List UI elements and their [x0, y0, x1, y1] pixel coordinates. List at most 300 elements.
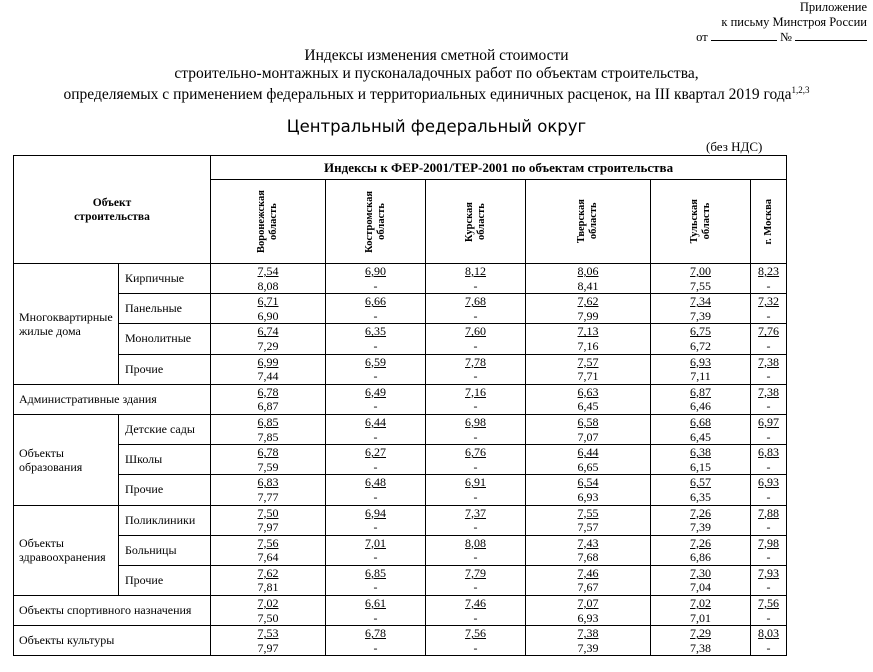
index-value-top: 6,57	[690, 475, 712, 490]
index-cell	[426, 445, 526, 475]
index-value-bottom: 7,68	[577, 550, 599, 565]
index-cell	[526, 354, 651, 384]
index-cell	[751, 565, 787, 595]
index-value-bottom: -	[473, 640, 478, 655]
index-cell	[326, 626, 426, 656]
table-row	[14, 505, 787, 535]
index-value-bottom: 6,15	[690, 459, 712, 474]
index-value-bottom: -	[766, 580, 771, 595]
index-value-top: 6,93	[758, 475, 780, 490]
object-group	[14, 505, 119, 596]
index-cell	[526, 294, 651, 324]
index-value-bottom: 7,85	[257, 429, 279, 444]
index-value-bottom: -	[766, 640, 771, 655]
table-row	[14, 354, 787, 384]
index-value-top: 7,46	[577, 565, 599, 580]
object-subtype: Монолитные	[119, 324, 211, 354]
index-value-top: 6,61	[365, 596, 387, 611]
index-cell	[326, 565, 426, 595]
index-cell	[211, 475, 326, 505]
index-cell	[326, 264, 426, 294]
index-value-top: 6,44	[577, 445, 599, 460]
title-line3	[0, 82, 873, 104]
index-value-bottom: -	[766, 308, 771, 323]
index-value-bottom: 7,64	[257, 550, 279, 565]
index-cell	[751, 264, 787, 294]
table-row	[14, 384, 787, 414]
index-value-top: 7,30	[690, 565, 712, 580]
index-cell	[651, 264, 751, 294]
object-group-line: Многоквартирные	[19, 309, 113, 324]
index-value-bottom: -	[373, 399, 378, 414]
index-value-bottom: 6,90	[257, 308, 279, 323]
index-value-top: 6,78	[257, 384, 279, 399]
index-value-bottom: -	[473, 338, 478, 353]
index-cell	[651, 294, 751, 324]
index-value-bottom: 6,46	[690, 399, 712, 414]
index-cell	[426, 475, 526, 505]
object-subtype: Панельные	[119, 294, 211, 324]
appendix-block	[696, 0, 867, 45]
index-value-bottom: 8,41	[577, 278, 599, 293]
index-value-top: 7,50	[257, 505, 279, 520]
index-cell	[751, 384, 787, 414]
index-value-bottom: 7,71	[577, 369, 599, 384]
table-row	[14, 414, 787, 444]
index-value-top: 7,38	[758, 354, 780, 369]
index-cell	[526, 384, 651, 414]
district-title: Центральный федеральный округ	[286, 117, 587, 136]
index-cell	[426, 414, 526, 444]
index-cell	[526, 414, 651, 444]
index-cell	[751, 324, 787, 354]
indices-table	[13, 155, 787, 656]
region-name: г. Москва	[762, 198, 774, 245]
index-value-top: 6,97	[758, 414, 780, 429]
table-row	[14, 264, 787, 294]
index-value-bottom: 7,55	[690, 278, 712, 293]
index-cell	[751, 626, 787, 656]
index-value-bottom: -	[766, 338, 771, 353]
table-row	[14, 596, 787, 626]
object-group-line: образования	[19, 459, 83, 474]
title-line3-text: определяемых с применением федеральных и территориальных единичных расценок, на III квартал 2019 года	[63, 86, 792, 104]
object-subtype: Прочие	[119, 354, 211, 384]
index-value-top: 6,74	[257, 324, 279, 339]
index-value-bottom: -	[373, 580, 378, 595]
index-cell	[211, 324, 326, 354]
table-row	[14, 475, 787, 505]
table-row	[14, 535, 787, 565]
index-value-top: 6,71	[257, 294, 279, 309]
table-row	[14, 626, 787, 656]
object-group-line: Объекты	[19, 445, 64, 460]
title-footnote-marks: 1,2,3	[791, 85, 810, 95]
index-value-bottom: -	[473, 399, 478, 414]
region-header	[211, 180, 326, 264]
index-value-bottom: 7,07	[577, 429, 599, 444]
index-value-top: 7,98	[758, 535, 780, 550]
index-cell	[426, 596, 526, 626]
index-value-bottom: -	[473, 580, 478, 595]
appendix-line2: к письму Минстроя России	[721, 14, 867, 29]
index-value-bottom: 7,39	[577, 640, 599, 655]
index-cell	[426, 384, 526, 414]
index-cell	[751, 445, 787, 475]
index-cell	[211, 294, 326, 324]
index-cell	[751, 505, 787, 535]
index-cell	[211, 596, 326, 626]
index-value-bottom: 7,39	[690, 308, 712, 323]
index-value-top: 6,90	[365, 264, 387, 278]
index-value-top: 7,56	[758, 596, 780, 611]
index-value-top: 7,56	[257, 535, 279, 550]
index-cell	[426, 626, 526, 656]
index-value-bottom: 6,86	[690, 550, 712, 565]
index-value-top: 7,32	[758, 294, 780, 309]
index-value-top: 6,38	[690, 445, 712, 460]
index-value-bottom: -	[766, 489, 771, 504]
index-value-top: 7,93	[758, 565, 780, 580]
object-group	[14, 264, 119, 385]
index-value-top: 6,44	[365, 414, 387, 429]
index-value-bottom: -	[373, 369, 378, 384]
region-name: Тверская область	[576, 199, 600, 244]
index-value-top: 7,62	[577, 294, 599, 309]
index-value-top: 6,99	[257, 354, 279, 369]
index-value-bottom: -	[473, 550, 478, 565]
index-cell	[526, 445, 651, 475]
index-value-bottom: -	[373, 429, 378, 444]
object-group-line: здравоохранения	[19, 550, 106, 565]
index-value-bottom: -	[766, 459, 771, 474]
index-cell	[651, 565, 751, 595]
index-value-top: 6,93	[690, 354, 712, 369]
object-header	[14, 156, 211, 264]
index-value-bottom: 6,65	[577, 459, 599, 474]
appendix-no-label: №	[779, 30, 792, 44]
index-cell	[651, 475, 751, 505]
index-value-top: 7,68	[465, 294, 487, 309]
index-value-bottom: 7,01	[690, 610, 712, 625]
index-cell	[651, 505, 751, 535]
date-blank	[711, 29, 777, 41]
index-cell	[426, 294, 526, 324]
index-cell	[326, 445, 426, 475]
index-value-top: 7,78	[465, 354, 487, 369]
object-subtype: Поликлиники	[119, 505, 211, 535]
index-value-top: 6,85	[257, 414, 279, 429]
index-value-bottom: 7,97	[257, 520, 279, 535]
object-group-line: жилые дома	[19, 323, 81, 338]
index-cell	[426, 354, 526, 384]
index-value-top: 6,35	[365, 324, 387, 339]
index-cell	[326, 505, 426, 535]
index-cell	[326, 384, 426, 414]
index-cell	[751, 294, 787, 324]
index-value-bottom: 7,99	[577, 308, 599, 323]
index-value-bottom: 7,38	[690, 640, 712, 655]
index-value-top: 6,49	[365, 384, 387, 399]
region-name: Воронежская область	[256, 190, 280, 253]
index-value-top: 7,34	[690, 294, 712, 309]
index-value-top: 6,91	[465, 475, 487, 490]
index-value-bottom: -	[473, 610, 478, 625]
index-value-top: 6,98	[465, 414, 487, 429]
index-cell	[651, 626, 751, 656]
index-value-top: 7,38	[758, 384, 780, 399]
region-header	[526, 180, 651, 264]
table-row	[14, 445, 787, 475]
index-cell	[526, 324, 651, 354]
index-value-bottom: -	[766, 520, 771, 535]
index-cell	[526, 626, 651, 656]
index-value-bottom: -	[373, 610, 378, 625]
object-group: Объекты спортивного назначения	[14, 596, 211, 626]
index-value-bottom: -	[373, 489, 378, 504]
index-cell	[651, 535, 751, 565]
index-value-top: 7,60	[465, 324, 487, 339]
index-cell	[211, 264, 326, 294]
index-cell	[211, 445, 326, 475]
index-value-top: 7,38	[577, 626, 599, 641]
index-value-bottom: -	[473, 459, 478, 474]
index-value-top: 6,78	[257, 445, 279, 460]
object-subtype: Больницы	[119, 535, 211, 565]
index-cell	[651, 354, 751, 384]
index-value-bottom: 7,11	[690, 369, 711, 384]
number-blank	[795, 29, 867, 41]
index-value-bottom: -	[473, 369, 478, 384]
index-value-bottom: 6,45	[690, 429, 712, 444]
index-cell	[326, 475, 426, 505]
index-cell	[211, 505, 326, 535]
header-row	[14, 156, 787, 180]
index-value-bottom: 7,57	[577, 520, 599, 535]
index-value-top: 7,01	[365, 535, 387, 550]
index-value-bottom: 6,45	[577, 399, 599, 414]
index-cell	[426, 324, 526, 354]
index-cell	[326, 294, 426, 324]
index-value-top: 7,76	[758, 324, 780, 339]
index-value-top: 7,43	[577, 535, 599, 550]
index-cell	[751, 354, 787, 384]
region-header	[426, 180, 526, 264]
object-header-line: Объект	[92, 196, 132, 209]
table-row	[14, 294, 787, 324]
index-value-bottom: -	[473, 489, 478, 504]
index-value-bottom: -	[373, 550, 378, 565]
index-value-bottom: 7,81	[257, 580, 279, 595]
index-cell	[526, 535, 651, 565]
index-value-bottom: -	[473, 278, 478, 293]
index-value-bottom: 7,39	[690, 520, 712, 535]
index-value-bottom: 7,97	[257, 640, 279, 655]
index-cell	[526, 596, 651, 626]
index-value-top: 6,76	[465, 445, 487, 460]
index-value-top: 7,26	[690, 535, 712, 550]
index-cell	[751, 475, 787, 505]
appendix-from-label: от	[696, 30, 708, 44]
object-header-line: строительства	[74, 210, 150, 223]
index-value-bottom: 7,67	[577, 580, 599, 595]
index-value-top: 6,58	[577, 414, 599, 429]
object-group: Объекты культуры	[14, 626, 211, 656]
index-value-top: 7,56	[465, 626, 487, 641]
region-name: Костромская область	[363, 190, 387, 253]
index-cell	[211, 414, 326, 444]
index-value-top: 7,46	[465, 596, 487, 611]
index-value-bottom: 6,35	[690, 489, 712, 504]
index-value-top: 7,55	[577, 505, 599, 520]
index-value-bottom: 7,04	[690, 580, 712, 595]
title-line2: строительно-монтажных и пусконаладочных работ по объектам строительства,	[174, 64, 699, 82]
index-value-bottom: -	[766, 278, 771, 293]
index-value-top: 6,59	[365, 354, 387, 369]
index-cell	[526, 475, 651, 505]
index-value-top: 8,23	[758, 264, 780, 278]
object-subtype: Прочие	[119, 475, 211, 505]
object-subtype: Прочие	[119, 565, 211, 595]
index-cell	[211, 626, 326, 656]
index-cell	[426, 505, 526, 535]
object-group	[14, 414, 119, 505]
appendix-line1: Приложение	[799, 0, 867, 14]
index-cell	[651, 414, 751, 444]
index-value-top: 7,37	[465, 505, 487, 520]
index-cell	[651, 384, 751, 414]
indices-header: Индексы к ФЕР-2001/ТЕР-2001 по объектам строительства	[211, 156, 787, 180]
index-value-bottom: -	[766, 369, 771, 384]
object-group-line: Объекты	[19, 536, 64, 551]
index-value-top: 6,83	[758, 445, 780, 460]
table-row	[14, 324, 787, 354]
object-subtype: Детские сады	[119, 414, 211, 444]
index-value-top: 7,79	[465, 565, 487, 580]
index-value-bottom: 7,50	[257, 610, 279, 625]
index-value-bottom: -	[373, 308, 378, 323]
index-value-top: 7,62	[257, 565, 279, 580]
index-value-top: 7,13	[577, 324, 599, 339]
index-value-top: 6,87	[690, 384, 712, 399]
index-cell	[326, 354, 426, 384]
index-cell	[751, 535, 787, 565]
index-value-bottom: 7,29	[257, 338, 279, 353]
index-cell	[211, 565, 326, 595]
index-cell	[526, 505, 651, 535]
index-value-top: 6,85	[365, 565, 387, 580]
index-value-top: 8,03	[758, 626, 780, 641]
index-value-bottom: 7,77	[257, 489, 279, 504]
index-value-bottom: 6,72	[690, 338, 712, 353]
table-row	[14, 565, 787, 595]
index-value-top: 7,02	[257, 596, 279, 611]
index-value-top: 6,48	[365, 475, 387, 490]
index-cell	[651, 324, 751, 354]
index-value-top: 6,83	[257, 475, 279, 490]
index-value-bottom: -	[766, 429, 771, 444]
index-value-top: 6,75	[690, 324, 712, 339]
index-cell	[211, 384, 326, 414]
index-cell	[326, 414, 426, 444]
index-value-bottom: -	[373, 459, 378, 474]
index-cell	[326, 324, 426, 354]
index-value-bottom: 6,87	[257, 399, 279, 414]
index-value-top: 6,68	[690, 414, 712, 429]
index-value-bottom: 8,08	[257, 278, 279, 293]
index-value-top: 8,08	[465, 535, 487, 550]
index-value-bottom: 7,59	[257, 459, 279, 474]
index-value-top: 6,94	[365, 505, 387, 520]
index-cell	[426, 264, 526, 294]
index-value-top: 6,54	[577, 475, 599, 490]
index-value-bottom: -	[473, 308, 478, 323]
index-value-top: 7,02	[690, 596, 712, 611]
index-cell	[751, 414, 787, 444]
document-title	[0, 47, 873, 104]
index-value-bottom: -	[373, 640, 378, 655]
index-cell	[326, 596, 426, 626]
region-name: Тульская область	[688, 199, 712, 244]
index-value-bottom: -	[373, 278, 378, 293]
title-line1: Индексы изменения сметной стоимости	[304, 47, 569, 64]
region-header	[326, 180, 426, 264]
index-value-bottom: 7,16	[577, 338, 599, 353]
index-value-top: 7,57	[577, 354, 599, 369]
index-value-top: 7,54	[257, 264, 279, 278]
object-subtype: Кирпичные	[119, 264, 211, 294]
region-name: Курская область	[463, 201, 487, 242]
index-value-top: 6,63	[577, 384, 599, 399]
index-value-top: 7,07	[577, 596, 599, 611]
index-cell	[211, 535, 326, 565]
object-group: Административные здания	[14, 384, 211, 414]
index-value-top: 6,27	[365, 445, 387, 460]
index-value-top: 7,53	[257, 626, 279, 641]
region-header	[651, 180, 751, 264]
appendix-line3	[696, 29, 867, 45]
nds-note: (без НДС)	[706, 139, 763, 154]
index-cell	[526, 264, 651, 294]
index-cell	[211, 354, 326, 384]
index-value-top: 7,88	[758, 505, 780, 520]
index-value-top: 6,66	[365, 294, 387, 309]
index-value-top: 7,26	[690, 505, 712, 520]
index-value-bottom: -	[766, 610, 771, 625]
index-value-top: 8,12	[465, 264, 487, 278]
index-value-bottom: -	[473, 520, 478, 535]
index-cell	[426, 535, 526, 565]
index-cell	[651, 445, 751, 475]
index-value-bottom: -	[373, 338, 378, 353]
index-cell	[426, 565, 526, 595]
index-value-bottom: -	[766, 399, 771, 414]
index-value-bottom: 7,44	[257, 369, 279, 384]
index-value-top: 6,78	[365, 626, 387, 641]
object-subtype: Школы	[119, 445, 211, 475]
index-value-top: 7,16	[465, 384, 487, 399]
index-value-bottom: -	[373, 520, 378, 535]
index-value-top: 7,00	[690, 264, 712, 278]
index-value-top: 7,29	[690, 626, 712, 641]
index-cell	[326, 535, 426, 565]
index-cell	[651, 596, 751, 626]
index-cell	[526, 565, 651, 595]
index-value-top: 8,06	[577, 264, 599, 278]
index-value-bottom: -	[473, 429, 478, 444]
region-header	[751, 180, 787, 264]
index-value-bottom: 6,93	[577, 610, 599, 625]
